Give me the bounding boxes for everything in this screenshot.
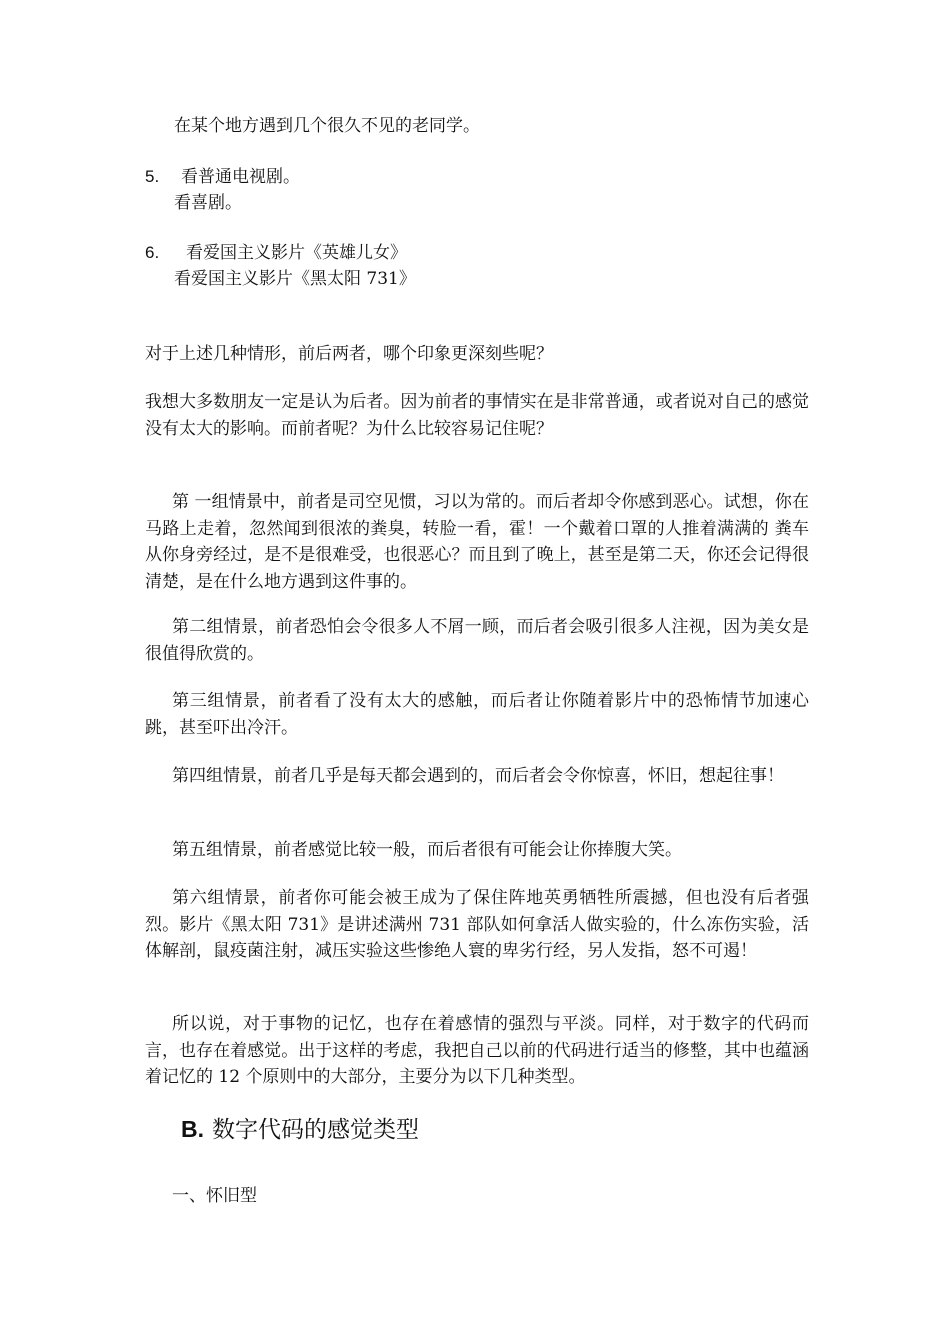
list-item-5-first-line: 看普通电视剧。 <box>181 167 300 187</box>
conclusion-paragraph: 所以说，对于事物的记忆，也存在着感情的强烈与平淡。同样，对于数字的代码而言，也存在着感觉。出于这样的考虑，我把自己以前的代码进行适当的修整，其中也蕴涵着记忆的 12 个原则中的大部分，主要分为以下几种类型。 <box>145 1014 809 1087</box>
section-heading-title: 数字代码的感觉类型 <box>212 1117 419 1143</box>
section-heading-mark: B. <box>181 1116 204 1142</box>
group3-paragraph: 第三组情景，前者看了没有太大的感触，而后者让你随着影片中的恐怖情节加速心跳，甚至吓出冷汗。 <box>145 691 809 738</box>
list-item-4-second-line: 在某个地方遇到几个很久不见的老同学。 <box>174 116 480 136</box>
group1-paragraph: 第 一组情景中，前者是司空见惯，习以为常的。而后者却令你感到恶心。试想，你在马路上走着，忽然闻到很浓的粪臭，转脸一看，霍！一个戴着口罩的人推着满满的 粪车从你身旁经过，是不是很难受，也很恶心？而且到了晚上，甚至是第二天，你还会记得很清楚，是在什么地方遇到这件事的。 <box>145 492 809 592</box>
list-item-6-second-line: 看爱国主义影片《黑太阳 731》 <box>174 269 416 289</box>
answer-paragraph: 我想大多数朋友一定是认为后者。因为前者的事情实在是非常普通，或者说对自己的感觉没有太大的影响。而前者呢？为什么比较容易记住呢？ <box>145 392 809 439</box>
group2-paragraph: 第二组情景，前者恐怕会令很多人不屑一顾，而后者会吸引很多人注视，因为美女是很值得欣赏的。 <box>145 617 809 664</box>
list-item-5-second-line: 看喜剧。 <box>174 193 242 213</box>
question-paragraph: 对于上述几种情形，前后两者，哪个印象更深刻些呢？ <box>145 344 553 364</box>
group4-paragraph: 第四组情景，前者几乎是每天都会遇到的，而后者会令你惊喜，怀旧，想起往事！ <box>172 766 784 786</box>
list-number-6: 6. <box>145 243 160 262</box>
group5-paragraph: 第五组情景，前者感觉比较一般，而后者很有可能会让你捧腹大笑。 <box>172 840 682 860</box>
section-heading <box>181 1112 419 1147</box>
subsection-heading: 一、怀旧型 <box>172 1186 257 1206</box>
list-item-6-first-line: 看爱国主义影片《英雄儿女》 <box>186 243 407 263</box>
list-number-5: 5. <box>145 167 160 186</box>
group6-paragraph: 第六组情景，前者你可能会被王成为了保住阵地英勇牺牲所震撼，但也没有后者强烈。影片《黑太阳 731》是讲述满州 731 部队如何拿活人做实验的，什么冻伤实验，活体解剖，鼠疫菌注射，减压实验这些惨绝人寰的卑劣行经，另人发指，怒不可遏！ <box>145 888 809 961</box>
